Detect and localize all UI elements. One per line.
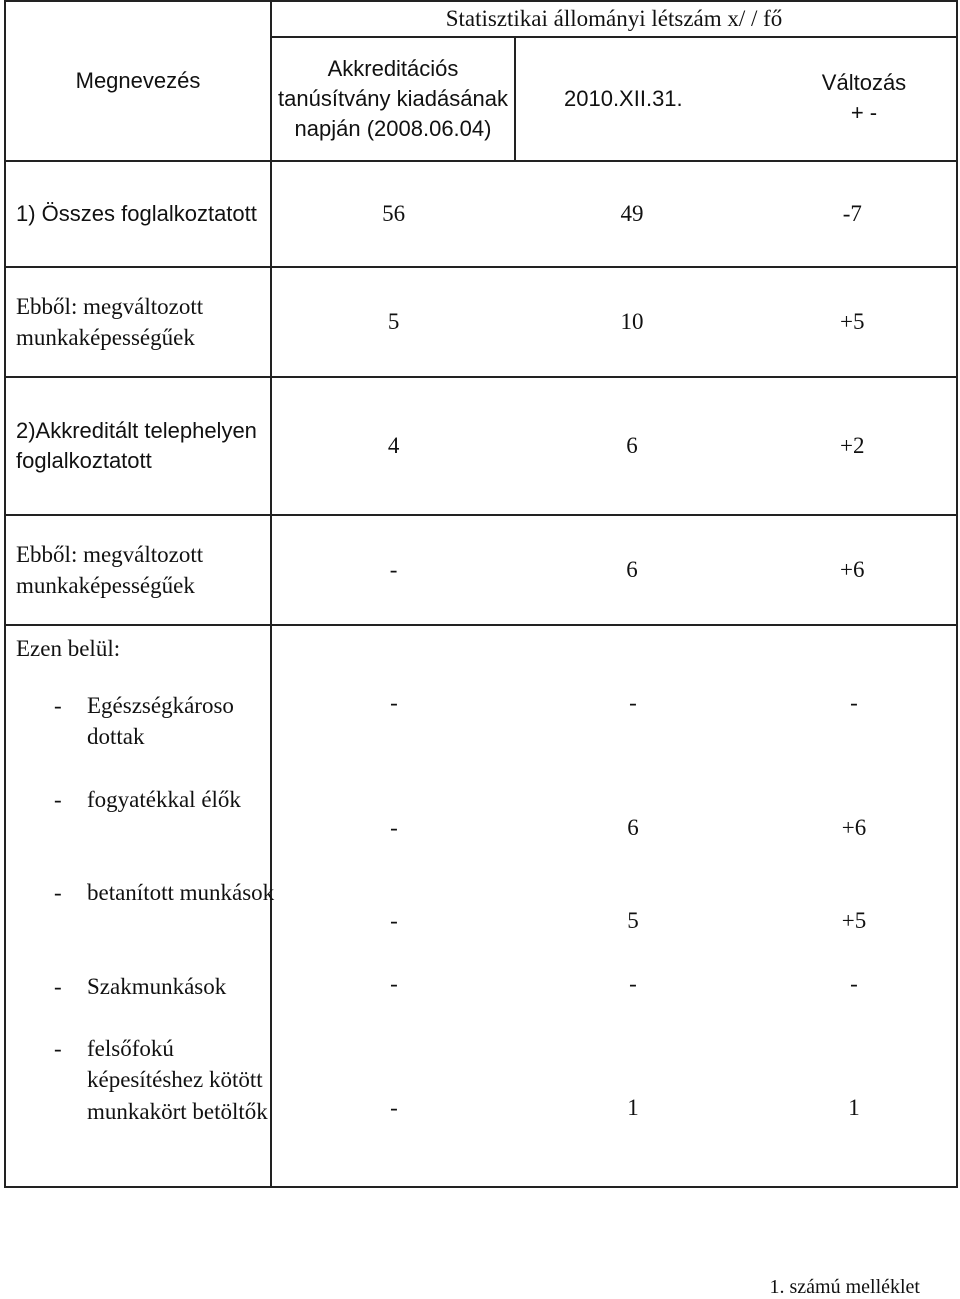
value-accreditation: 56 bbox=[382, 201, 406, 226]
list-item bbox=[54, 690, 277, 753]
row-values bbox=[271, 161, 957, 267]
header-change-text: Változás bbox=[821, 70, 907, 95]
list-item bbox=[54, 784, 277, 815]
value-accreditation: - bbox=[390, 971, 398, 996]
list-dash: - bbox=[54, 974, 62, 999]
list-dash: - bbox=[54, 1036, 62, 1061]
list-dash: - bbox=[54, 693, 62, 718]
header-date-change-cell bbox=[515, 37, 957, 161]
row-label: 1) Összes foglalkoztatott bbox=[5, 161, 271, 267]
value-accreditation: - bbox=[390, 908, 398, 933]
list-dash: - bbox=[54, 787, 62, 812]
table-row bbox=[5, 377, 957, 515]
table-row bbox=[5, 267, 957, 377]
value-change: - bbox=[850, 971, 858, 996]
list-item-label: felsőfokú képesítéshez kötött munkakört betöltők bbox=[87, 1036, 268, 1124]
item-values bbox=[272, 1095, 958, 1121]
header-change-sign: + - bbox=[850, 99, 878, 125]
value-2010: 6 bbox=[626, 557, 638, 582]
value-accreditation: 5 bbox=[387, 309, 400, 334]
value-accreditation: - bbox=[389, 557, 398, 582]
value-2010: 5 bbox=[627, 908, 639, 933]
within-labels-cell bbox=[5, 625, 275, 1187]
value-accreditation: 4 bbox=[387, 433, 400, 458]
row-values bbox=[271, 377, 957, 515]
within-values-cell bbox=[271, 625, 957, 1187]
header-name-label: Megnevezés bbox=[75, 68, 201, 93]
header-date-label: 2010.XII.31. bbox=[564, 86, 683, 111]
header-group-title: Statisztikai állományi létszám x/ / fő bbox=[271, 1, 957, 37]
row-label: Ebből: megváltozott munkaképességűek bbox=[5, 515, 271, 625]
item-values bbox=[272, 690, 958, 716]
list-item-label: fogyatékkal élők bbox=[87, 787, 241, 812]
value-change: +6 bbox=[841, 815, 867, 840]
table-row bbox=[5, 161, 957, 267]
value-change: +5 bbox=[840, 309, 865, 334]
value-accreditation: - bbox=[390, 815, 398, 840]
value-accreditation: - bbox=[390, 1095, 398, 1120]
annex-label: 1. számú melléklet bbox=[769, 1276, 920, 1298]
list-item-label: betanított munkások bbox=[87, 880, 275, 905]
value-accreditation: - bbox=[390, 690, 398, 715]
list-item-label: Szakmunkások bbox=[87, 974, 227, 999]
value-change: +2 bbox=[840, 433, 865, 458]
staff-statistics-table bbox=[4, 0, 958, 1188]
value-change: - bbox=[850, 690, 858, 715]
header-change-label bbox=[760, 68, 960, 128]
within-heading: Ezen belül: bbox=[16, 636, 121, 661]
row-values bbox=[271, 515, 957, 625]
value-change: +6 bbox=[840, 557, 865, 582]
item-values bbox=[272, 815, 958, 841]
header-accreditation-label: Akkreditációs tanúsítvány kiadásának napján (2008.06.04) bbox=[278, 56, 508, 141]
header-name-cell bbox=[5, 1, 271, 161]
list-item bbox=[54, 877, 277, 908]
value-2010: 10 bbox=[620, 309, 644, 334]
item-values bbox=[272, 971, 958, 997]
value-2010: 6 bbox=[626, 433, 638, 458]
header-accreditation-cell bbox=[271, 37, 515, 161]
value-2010: 1 bbox=[627, 1095, 639, 1120]
row-label: Ebből: megváltozott munkaképességűek bbox=[5, 267, 271, 377]
list-item bbox=[54, 971, 277, 1002]
within-section bbox=[5, 625, 957, 1187]
value-2010: - bbox=[629, 971, 637, 996]
value-change: -7 bbox=[842, 201, 862, 226]
value-2010: - bbox=[629, 690, 637, 715]
item-values bbox=[272, 908, 958, 934]
value-2010: 6 bbox=[627, 815, 639, 840]
list-item bbox=[54, 1033, 277, 1127]
value-2010: 49 bbox=[620, 201, 644, 226]
list-dash: - bbox=[54, 880, 62, 905]
list-item-label: Egészségkároso dottak bbox=[87, 693, 234, 750]
row-values bbox=[271, 267, 957, 377]
value-change: 1 bbox=[848, 1095, 860, 1120]
row-label: 2)Akkreditált telephelyen foglalkoztatott bbox=[5, 377, 271, 515]
table-row bbox=[5, 515, 957, 625]
value-change: +5 bbox=[841, 908, 867, 933]
